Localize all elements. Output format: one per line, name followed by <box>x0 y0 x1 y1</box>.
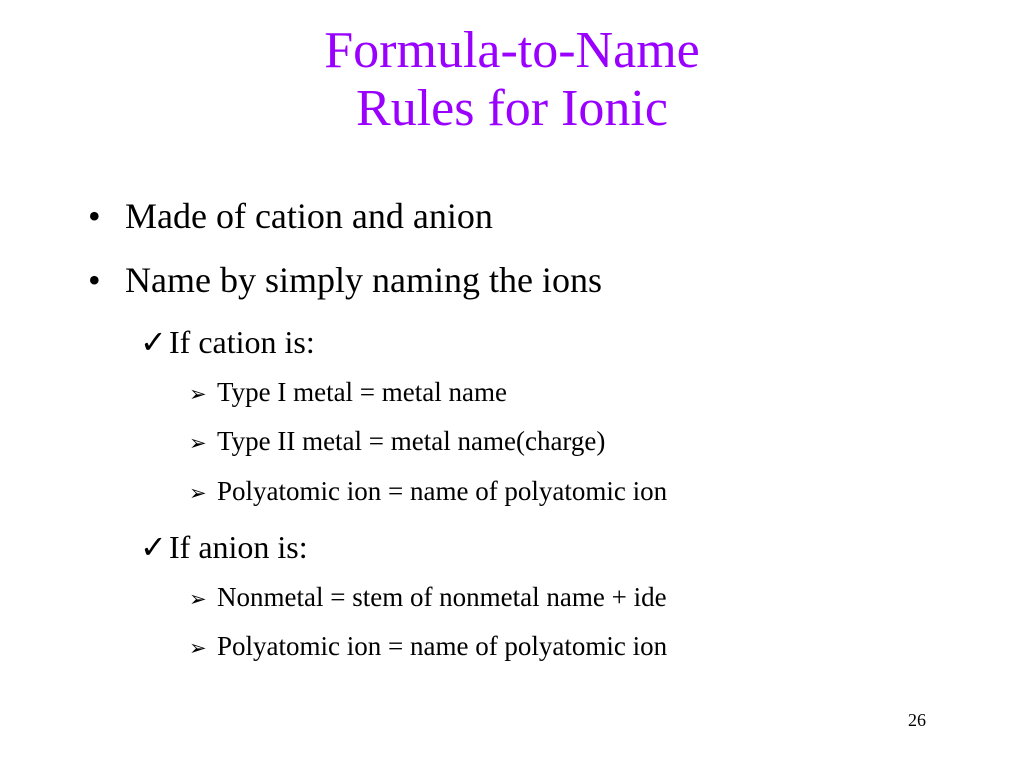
list-item-text: Type II metal = metal name(charge) <box>217 426 606 456</box>
list-item-text: Type I metal = metal name <box>217 377 507 407</box>
arrowhead-icon: ➢ <box>189 587 207 611</box>
list-item-text: Polyatomic ion = name of polyatomic ion <box>217 631 668 661</box>
arrowhead-icon: ➢ <box>189 481 207 505</box>
subbullet-anion <box>140 529 308 565</box>
arrowhead-icon: ➢ <box>189 636 207 660</box>
bullet-made-of-ions <box>88 196 493 236</box>
slide-number: 26 <box>908 710 926 730</box>
cation-polyatomic <box>189 476 667 508</box>
anion-nonmetal <box>189 582 667 614</box>
slide-title-line-2: Rules for Ionic <box>356 80 668 137</box>
arrowhead-icon: ➢ <box>189 382 207 406</box>
bullet-text: Made of cation and anion <box>125 196 493 236</box>
checkmark-icon: ✓ <box>140 529 167 565</box>
cation-type-ii <box>189 426 605 458</box>
bullet-name-by-ions <box>88 260 602 300</box>
bullet-dot-icon: • <box>88 260 101 300</box>
subbullet-cation <box>140 324 315 360</box>
list-item-text: Nonmetal = stem of nonmetal name + ide <box>217 582 667 612</box>
list-item-text: Polyatomic ion = name of polyatomic ion <box>217 476 668 506</box>
subbullet-text: If cation is: <box>169 324 315 360</box>
arrowhead-icon: ➢ <box>189 431 207 455</box>
slide-title <box>0 22 1024 138</box>
bullet-dot-icon: • <box>88 196 101 236</box>
subbullet-text: If anion is: <box>169 529 308 565</box>
cation-type-i <box>189 377 507 409</box>
checkmark-icon: ✓ <box>140 324 167 360</box>
anion-polyatomic <box>189 631 667 663</box>
bullet-text: Name by simply naming the ions <box>125 260 602 300</box>
slide-title-line-1: Formula-to-Name <box>324 22 700 79</box>
